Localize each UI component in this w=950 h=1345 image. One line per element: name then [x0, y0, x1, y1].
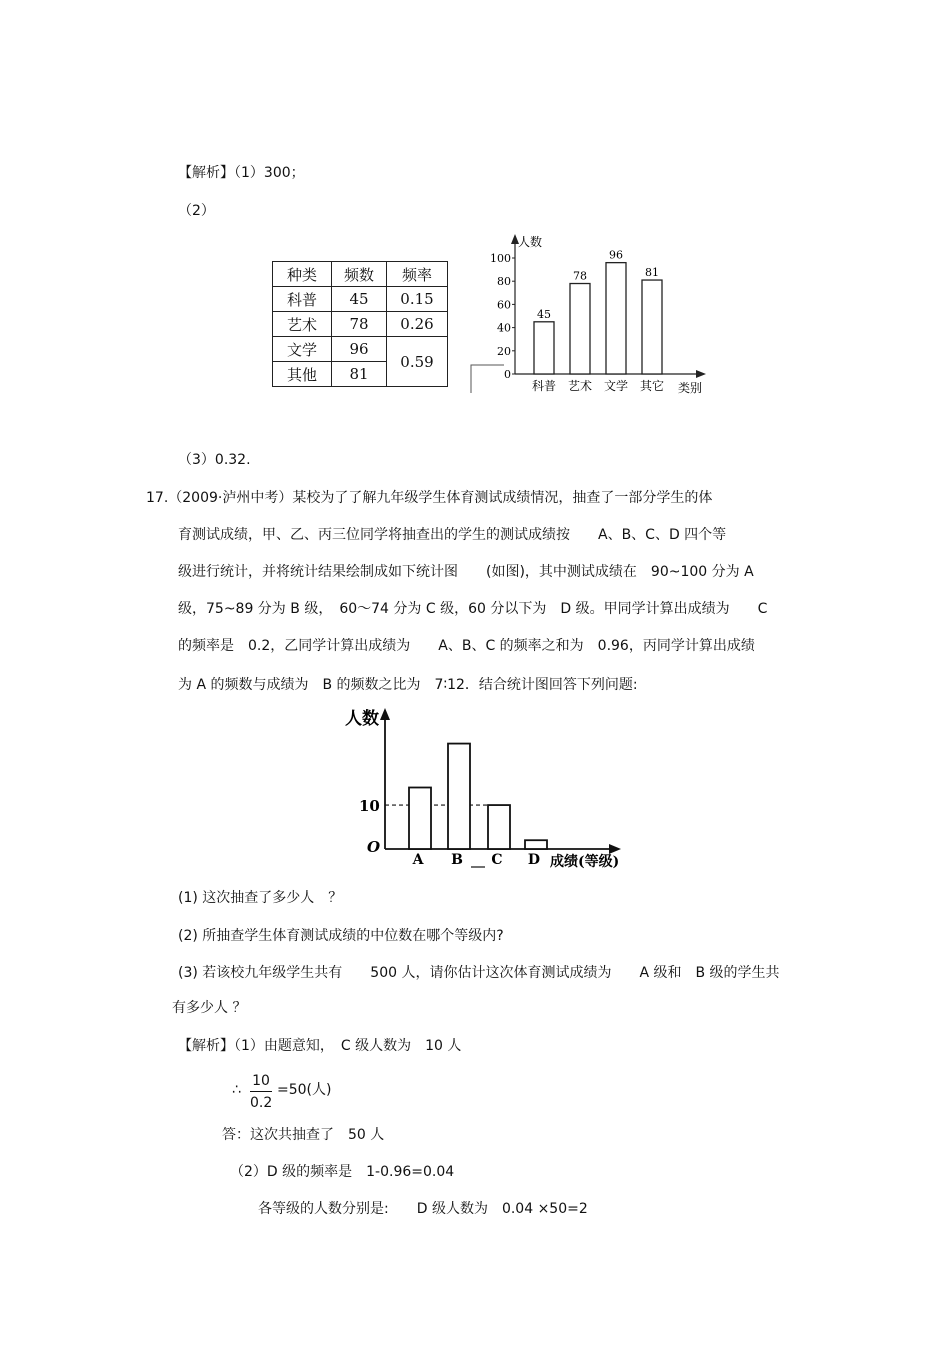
x-axis-arrow: [609, 844, 621, 854]
table-cell: 78: [332, 312, 387, 337]
table-cell: 科普: [273, 287, 332, 312]
fraction: [250, 1072, 272, 1112]
bar: [409, 788, 431, 850]
problem-line: 为 A 的频数与成绩为 B 的频数之比为 7∶12．结合统计图回答下列问题:: [178, 677, 638, 693]
bar: [534, 322, 554, 374]
table-cell: 文学: [273, 337, 332, 362]
y-tick-label: 20: [497, 344, 511, 358]
table-cell: 0.26: [387, 312, 448, 337]
table-row: [273, 312, 448, 337]
question-3-continued: 有多少人 ？: [172, 1000, 247, 1016]
y-tick-label: 80: [497, 275, 511, 289]
x-tick-label: B: [451, 852, 463, 868]
bar-data-label: 45: [537, 307, 551, 321]
table-cell: 0.15: [387, 287, 448, 312]
table-cell: 81: [332, 362, 387, 387]
table-header-row: [273, 262, 448, 287]
bar-data-label: 78: [573, 269, 587, 283]
question-3: (3) 若该校九年级学生共有 500 人，请你估计这次体育测试成绩为 A 级和 B 级的学生共: [178, 965, 780, 981]
frequency-table: [272, 261, 448, 387]
table-header-cell: 频率: [387, 262, 448, 287]
x-axis-label: 成绩(等级): [550, 854, 620, 870]
sub-question-2-label: （2）: [178, 203, 215, 219]
x-tick-label: A: [412, 852, 424, 868]
x-tick-label: D: [527, 852, 541, 868]
y-tick-label: 40: [497, 321, 511, 335]
table-cell: 艺术: [273, 312, 332, 337]
bar: [448, 744, 470, 849]
y-axis-label: 人数: [345, 709, 379, 729]
x-tick-label: C: [491, 852, 503, 868]
therefore-symbol: ∴: [232, 1082, 241, 1098]
x-axis-arrow: [696, 370, 706, 378]
y-tick-label: 100: [490, 252, 511, 265]
question-2: (2) 所抽查学生体育测试成绩的中位数在哪个等级内?: [178, 928, 504, 944]
question-1: (1) 这次抽查了多少人 ？: [178, 890, 343, 906]
table-cell-merged: 0.59: [387, 337, 448, 387]
bar-data-label: 96: [609, 248, 623, 262]
y-tick-label: 60: [497, 298, 511, 312]
solution-step-1: 【解析】（1）由题意知， C 级人数为 10 人: [178, 1038, 462, 1054]
x-tick-label: 艺术: [567, 379, 593, 393]
table-row: [273, 337, 448, 362]
bar: [525, 840, 547, 849]
bar: [606, 263, 626, 374]
table-row: [273, 287, 448, 312]
x-tick-label: 文学: [603, 379, 629, 393]
problem-line: 的频率是 0.2，乙同学计算出成绩为 A、B、C 的频率之和为 0.96，丙同学计算出成绩: [178, 638, 755, 654]
y-axis-arrow: [380, 708, 390, 720]
solution-step-3: 各等级的人数分别是: D 级人数为 0.04 ×50=2: [258, 1201, 588, 1217]
x-axis-label: 类别: [678, 381, 703, 395]
decorative-frame: [470, 364, 510, 394]
bar: [642, 280, 662, 374]
table-cell: 其他: [273, 362, 332, 387]
y-tick-label: 10: [359, 797, 380, 816]
table-cell: 96: [332, 337, 387, 362]
table-header-cell: 频数: [332, 262, 387, 287]
solution-step-2: （2）D 级的频率是 1-0.96=0.04: [230, 1164, 455, 1180]
answer-line: 答：这次共抽查了 50 人: [222, 1127, 385, 1143]
bar: [488, 805, 510, 849]
problem-line: 17.（2009·泸州中考）某校为了了解九年级学生体育测试成绩情况，抽查了一部分学生的体: [146, 490, 713, 506]
sub-question-3-answer: （3）0.32.: [178, 452, 251, 468]
y-axis-label: 人数: [518, 235, 543, 249]
analysis-heading: 【解析】（1）300；: [178, 165, 305, 181]
fraction-denominator: 0.2: [250, 1095, 273, 1111]
bar-data-label: 81: [645, 266, 659, 280]
table-cell: 45: [332, 287, 387, 312]
origin-label: O: [367, 838, 381, 856]
y-tick-label: 0: [504, 368, 511, 381]
problem-line: 育测试成绩，甲、乙、丙三位同学将抽查出的学生的测试成绩按 A、B、C、D 四个等: [178, 527, 727, 543]
problem-line: 级进行统计，并将统计结果绘制成如下统计图 (如图)，其中测试成绩在 90~100 分为 A: [178, 564, 754, 580]
problem-line: 级，75~89 分为 B 级， 60～74 分为 C 级，60 分以下为 D 级。甲同学计算出成绩为 C: [178, 601, 768, 617]
bar: [570, 284, 590, 374]
grade-bar-chart: [345, 706, 635, 871]
fraction-numerator: 10: [250, 1072, 272, 1092]
x-tick-label: 科普: [531, 379, 557, 393]
table-header-cell: 种类: [273, 262, 332, 287]
x-tick-label: 其它: [639, 379, 665, 393]
fraction-result: =50(人): [277, 1082, 332, 1098]
